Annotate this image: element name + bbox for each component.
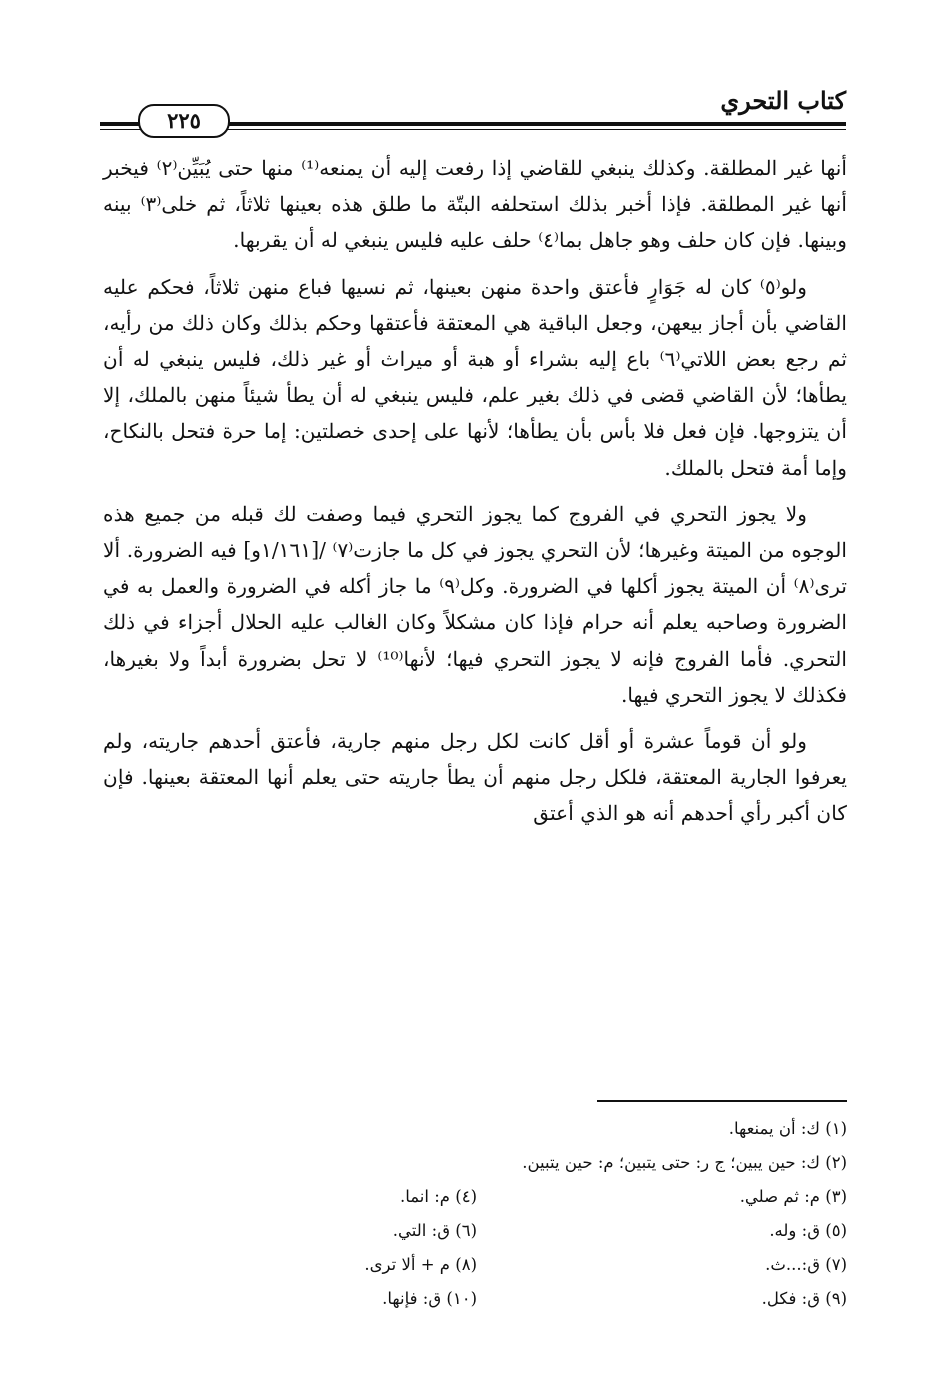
footnote: (٨) م + ألا ترى.: [364, 1255, 477, 1274]
footnote-row: [103, 1248, 847, 1282]
main-text: [103, 150, 847, 842]
paragraph: ولا يجوز التحري في الفروج كما يجوز التحري فيما وصفت لك قبله من جميع هذه الوجوه من الميتة وغيرها؛ لأن التحري يجوز في كل ما جازت⁽٧⁾ /[١/١٦١و] فيه الضرورة. ألا ترى⁽٨⁾ أن الميتة يجوز أكلها في الضرورة. وكل⁽٩⁾ ما جاز أكله في الضرورة والعمل به في الضرورة وصاحبه يعلم أنه حرام فإذا كان مشكلاً وكان الغالب عليه الحلال أجزاء في ذلك التحري. فأما الفروج فإنه لا يجوز التحري فيها؛ لأنها⁽¹⁰⁾ لا تحل بضرورة أبداً ولا بغيرها، فكذلك لا يجوز التحري فيها.: [103, 501, 847, 707]
footnotes: [103, 1112, 847, 1316]
footnote-row: [103, 1112, 847, 1146]
footnote: (٩) ق: فكل.: [761, 1289, 847, 1308]
paragraph: ولو⁽٥⁾ كان له جَوَارٍ فأعتق واحدة منهن بعينها، ثم نسيها فباع منهن ثلاثاً، فحكم عليه القاضي بأن أجاز بيعهن، وجعل الباقية هي المعتقة فأعتقها وحكم بذلك وكان ذلك من رأيه، ثم رجع بعض اللاتي⁽٦⁾ باع إليه بشراء أو هبة أو ميراث أو غير ذلك، فليس ينبغي له أن يطأها؛ لأن القاضي قضى في ذلك بغير علم، فليس ينبغي له أن يطأ شيئاً منهن بالملك، إلا أن يتزوجها. فإن فعل فلا بأس بأن يطأها؛ لأنها على إحدى خصلتين: إما حرة فتحل بالنكاح، وإما أمة فتحل بالملك.: [103, 274, 847, 480]
paragraph: أنها غير المطلقة. وكذلك ينبغي للقاضي إذا رفعت إليه أن يمنعه⁽¹⁾ منها حتى يُبَيِّن⁽٢⁾ فيخبر أنها غير المطلقة. فإذا أخبر بذلك استحلفه البتّة ما طلق هذه بعينها ثلاثاً، ثم خلى⁽٣⁾ بينه وبينها. فإن كان حلف وهو جاهل بما⁽٤⁾ حلف عليه فليس ينبغي له أن يقربها.: [103, 156, 847, 253]
footnote: (١٠) ق: فإنها.: [382, 1289, 477, 1308]
footnote-row: [103, 1180, 847, 1214]
footnote: (٢) ك: حين يبين؛ ج ر: حتى يتبين؛ م: حين يتبين.: [522, 1153, 847, 1172]
footnote: (٥) ق: وله.: [769, 1221, 847, 1240]
footnote: (٧) ق:...ث.: [765, 1255, 847, 1274]
footnote: (١) ك: أن يمنعها.: [728, 1119, 847, 1138]
page-number-badge: ٢٢٥: [138, 104, 230, 138]
footnote: (٣) م: ثم صلي.: [739, 1187, 847, 1206]
footnote-row: [103, 1146, 847, 1180]
footnote-separator: [597, 1100, 847, 1102]
footnote-row: [103, 1214, 847, 1248]
footnote: (٦) ق: التي.: [392, 1221, 477, 1240]
footnote: (٤) م: انما.: [399, 1187, 477, 1206]
running-head-title: كتاب التحري: [720, 86, 846, 115]
footnote-row: [103, 1282, 847, 1316]
paragraph: ولو أن قوماً عشرة أو أقل كانت لكل رجل منهم جارية، فأعتق أحدهم جاريته، ولم يعرفوا الجارية المعتقة، فلكل رجل منهم أن يطأ جاريته حتى يعلم أنها المعتقة بعينها. فإن كان أكبر رأي أحدهم أنه هو الذي أعتق: [103, 729, 847, 826]
